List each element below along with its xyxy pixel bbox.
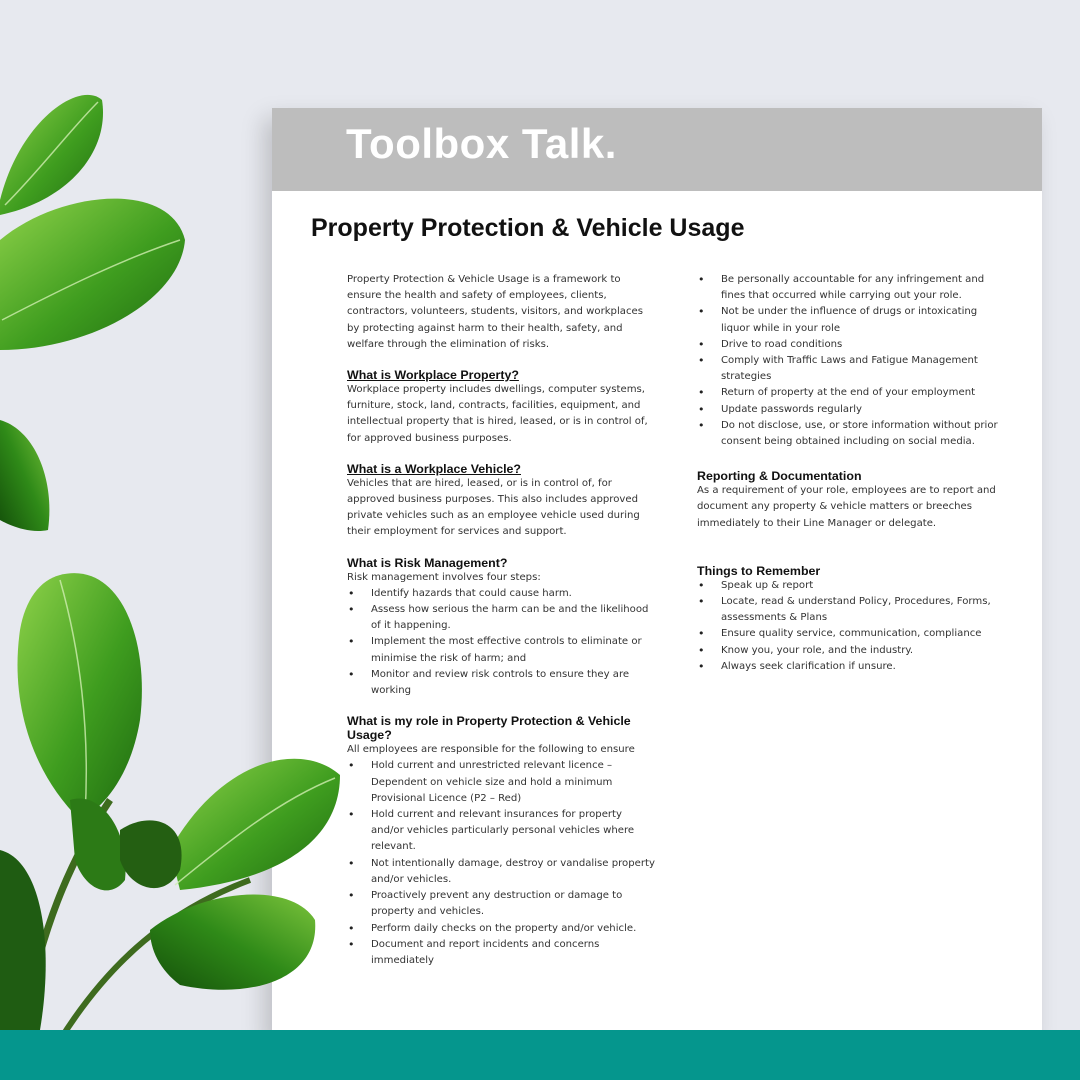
list-item: • Perform daily checks on the property and/or vehicle. bbox=[347, 921, 657, 937]
property-heading: What is Workplace Property? bbox=[347, 368, 519, 383]
list-item: • Locate, read & understand Policy, Procedures, Forms, assessments & Plans bbox=[697, 594, 1007, 626]
list-item: • Identify hazards that could cause harm. bbox=[347, 586, 657, 602]
property-text: Workplace property includes dwellings, computer systems, furniture, stock, land, contracts, facilities, equipment, and intellectual property that is hired, leased, or is in control of, for approved business purposes. bbox=[347, 384, 648, 444]
reporting-heading: Reporting & Documentation bbox=[697, 469, 862, 484]
list-item: • Hold current and relevant insurances for property and/or vehicles particularly personal vehicles where relevant. bbox=[347, 807, 657, 856]
risk-heading: What is Risk Management? bbox=[347, 555, 508, 570]
list-item: • Hold current and unrestricted relevant licence – Dependent on vehicle size and hold a minimum Provisional Licence (P2 – Red) bbox=[347, 758, 657, 807]
remember-list bbox=[697, 578, 1007, 675]
list-item: • Be personally accountable for any infringement and fines that occurred while carrying out your role. bbox=[697, 272, 1007, 304]
stem bbox=[0, 280, 30, 330]
vehicle-section bbox=[347, 462, 657, 541]
right-column bbox=[697, 272, 1007, 690]
list-item: • Ensure quality service, communication, compliance bbox=[697, 626, 1007, 642]
list-item: • Update passwords regularly bbox=[697, 402, 1007, 418]
vehicle-heading: What is a Workplace Vehicle? bbox=[347, 461, 521, 476]
list-item: • Proactively prevent any destruction or damage to property and vehicles. bbox=[347, 888, 657, 920]
leaf bbox=[0, 95, 103, 215]
list-item: • Always seek clarification if unsure. bbox=[697, 659, 1007, 675]
leaf bbox=[70, 798, 126, 890]
header-title: Toolbox Talk. bbox=[346, 120, 617, 167]
list-item: • Drive to road conditions bbox=[697, 337, 1007, 353]
document-title: Property Protection & Vehicle Usage bbox=[311, 214, 745, 242]
property-section bbox=[347, 368, 657, 447]
list-item: • Not intentionally damage, destroy or vandalise property and/or vehicles. bbox=[347, 856, 657, 888]
reporting-text: As a requirement of your role, employees are to report and document any property & vehicle matters or breeches immediately to their Line Manager or delegate. bbox=[697, 485, 996, 529]
reporting-section bbox=[697, 469, 1007, 532]
leaf bbox=[0, 420, 49, 531]
list-item: • Know you, your role, and the industry. bbox=[697, 643, 1007, 659]
leaf bbox=[18, 573, 142, 820]
remember-heading: Things to Remember bbox=[697, 563, 821, 578]
risk-intro: Risk management involves four steps: bbox=[347, 571, 541, 583]
role-list bbox=[347, 758, 657, 969]
list-item: • Return of property at the end of your employment bbox=[697, 385, 1007, 401]
footer-bar bbox=[0, 1030, 1080, 1080]
stem bbox=[60, 880, 250, 1040]
vehicle-text: Vehicles that are hired, leased, or is in control of, for approved business purposes. This also includes approved private vehicles such as an employee vehicle used during their employment for services and support. bbox=[347, 477, 640, 538]
list-item: • Assess how serious the harm can be and the likelihood of it happening. bbox=[347, 602, 657, 634]
role-section bbox=[347, 714, 657, 969]
header-band bbox=[272, 108, 1042, 191]
list-item: • Comply with Traffic Laws and Fatigue Management strategies bbox=[697, 353, 1007, 385]
list-item: • Do not disclose, use, or store information without prior consent being obtained including on social media. bbox=[697, 418, 1007, 450]
remember-section bbox=[697, 564, 1007, 675]
intro-text: Property Protection & Vehicle Usage is a framework to ensure the health and safety of employees, clients, contractors, volunteers, students, visitors, and workplaces by protecting against harm to their health, safety, and welfare through the elimination of risks. bbox=[347, 274, 643, 350]
risk-section bbox=[347, 556, 657, 700]
leaf bbox=[0, 199, 185, 350]
leaf bbox=[120, 820, 182, 888]
document-page bbox=[272, 108, 1042, 1038]
list-item: • Speak up & report bbox=[697, 578, 1007, 594]
role-intro: All employees are responsible for the following to ensure bbox=[347, 744, 635, 756]
list-item: • Implement the most effective controls to eliminate or minimise the risk of harm; and bbox=[347, 634, 657, 666]
list-item: • Not be under the influence of drugs or intoxicating liquor while in your role bbox=[697, 304, 1007, 336]
leaf bbox=[0, 850, 46, 1030]
left-column bbox=[347, 272, 657, 984]
list-item: • Monitor and review risk controls to ensure they are working bbox=[347, 667, 657, 699]
stem bbox=[20, 800, 110, 1040]
role-continued-list bbox=[697, 272, 1007, 450]
role-heading: What is my role in Property Protection & Vehicle Usage? bbox=[347, 714, 631, 743]
role-continued-section bbox=[697, 272, 1007, 450]
intro-section bbox=[347, 272, 657, 353]
list-item: • Document and report incidents and concerns immediately bbox=[347, 937, 657, 969]
risk-list bbox=[347, 586, 657, 699]
